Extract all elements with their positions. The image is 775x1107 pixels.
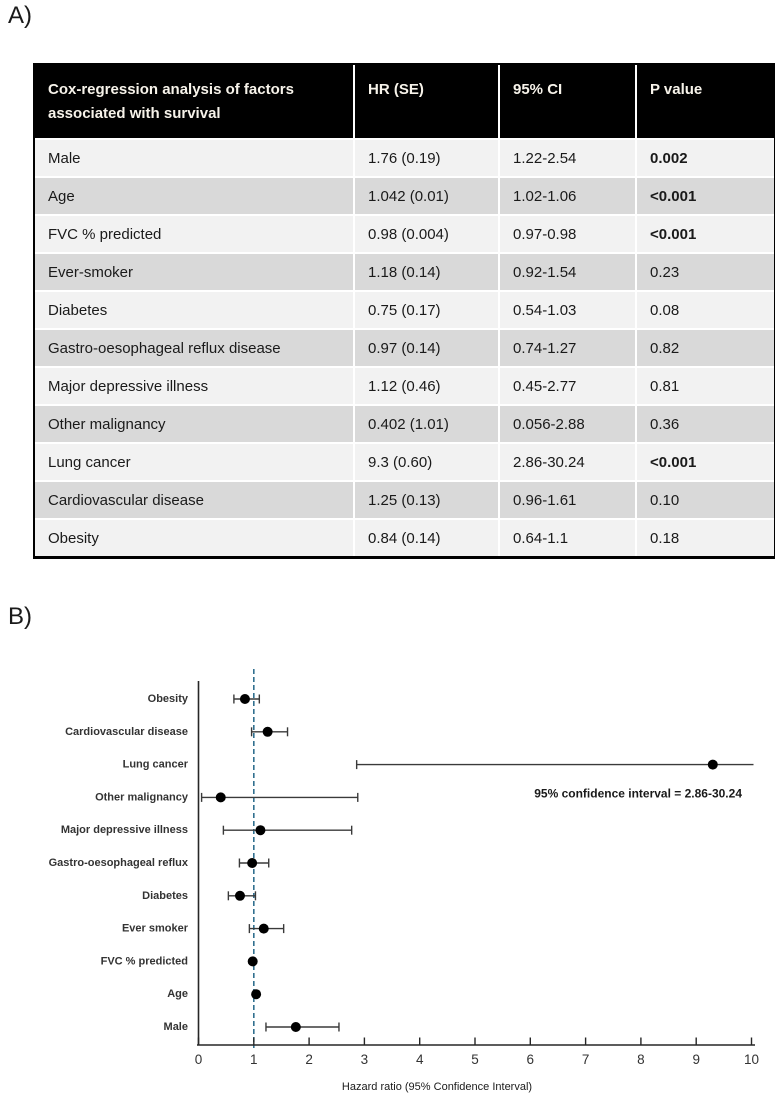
row-ci: 0.54-1.03	[500, 292, 635, 328]
row-p-value: <0.001	[637, 216, 774, 252]
row-ci: 1.22-2.54	[500, 140, 635, 176]
x-tick-label-4: 4	[415, 1052, 424, 1067]
row-ci: 0.45-2.77	[500, 368, 635, 404]
row-hr-se: 1.042 (0.01)	[355, 178, 498, 214]
table-header-hr-se: HR (SE)	[355, 65, 498, 138]
row-p-value: 0.10	[637, 482, 774, 518]
table-header-row	[35, 65, 774, 138]
forest-point-diabetes	[235, 891, 245, 901]
row-label: Obesity	[35, 520, 353, 556]
table-row-cardiovascular-disease	[35, 482, 774, 518]
forest-label-diabetes: Diabetes	[142, 889, 188, 902]
forest-label-male: Male	[163, 1021, 188, 1033]
row-ci: 0.056-2.88	[500, 406, 635, 442]
forest-label-gastro-oesophageal-reflux: Gastro-oesophageal reflux	[48, 857, 188, 869]
row-ci: 1.02-1.06	[500, 178, 635, 214]
forest-point-cardiovascular-disease	[263, 727, 273, 737]
row-p-value: 0.18	[637, 520, 774, 556]
table-row-obesity	[35, 520, 774, 556]
forest-point-other-malignancy	[216, 792, 226, 802]
forest-label-major-depressive-illness: Major depressive illness	[60, 824, 188, 837]
table-row-fvc-predicted	[35, 216, 774, 252]
row-p-value: 0.36	[637, 406, 774, 442]
forest-label-cardiovascular-disease: Cardiovascular disease	[65, 725, 188, 738]
row-ci: 2.86-30.24	[500, 444, 635, 480]
forest-label-ever-smoker: Ever smoker	[121, 922, 188, 935]
x-tick-label-3: 3	[360, 1052, 369, 1067]
row-ci: 0.96-1.61	[500, 482, 635, 518]
x-tick-label-10: 10	[743, 1052, 760, 1067]
table-row-other-malignancy	[35, 406, 774, 442]
table-row-diabetes	[35, 292, 774, 328]
table-row-ever-smoker	[35, 254, 774, 290]
x-axis-title: Hazard ratio (95% Confidence Interval)	[341, 1081, 533, 1093]
panel-b-label: B)	[8, 603, 32, 630]
row-hr-se: 0.402 (1.01)	[355, 406, 498, 442]
forest-point-ever-smoker	[259, 924, 269, 934]
row-p-value: <0.001	[637, 178, 774, 214]
forest-plot-svg	[0, 640, 775, 1102]
table-row-gastro-oesophageal-reflux-disease	[35, 330, 774, 366]
table-body	[35, 138, 774, 556]
row-p-value: 0.002	[637, 140, 774, 176]
table-row-lung-cancer	[35, 444, 774, 480]
row-hr-se: 9.3 (0.60)	[355, 444, 498, 480]
row-label: Lung cancer	[35, 444, 353, 480]
row-hr-se: 0.98 (0.004)	[355, 216, 498, 252]
ci-annotation: 95% confidence interval = 2.86-30.24	[534, 786, 742, 801]
table-header-95ci: 95% CI	[500, 65, 635, 138]
forest-label-lung-cancer: Lung cancer	[122, 758, 188, 771]
table-row-major-depressive-illness	[35, 368, 774, 404]
forest-label-other-malignancy: Other malignancy	[95, 791, 188, 804]
row-ci: 0.92-1.54	[500, 254, 635, 290]
row-label: Cardiovascular disease	[35, 482, 353, 518]
row-p-value: 0.81	[637, 368, 774, 404]
x-tick-label-1: 1	[250, 1052, 258, 1067]
forest-point-male	[291, 1022, 301, 1032]
x-tick-label-9: 9	[692, 1052, 700, 1067]
row-hr-se: 0.84 (0.14)	[355, 520, 498, 556]
row-hr-se: 0.75 (0.17)	[355, 292, 498, 328]
table-header-factors: Cox-regression analysis of factors associated with survival	[35, 65, 353, 138]
row-hr-se: 1.18 (0.14)	[355, 254, 498, 290]
row-label: Diabetes	[35, 292, 353, 328]
row-p-value: 0.23	[637, 254, 774, 290]
forest-point-obesity	[240, 694, 250, 704]
row-p-value: 0.08	[637, 292, 774, 328]
row-hr-se: 0.97 (0.14)	[355, 330, 498, 366]
forest-label-fvc-predicted: FVC % predicted	[100, 955, 188, 968]
x-tick-label-6: 6	[526, 1052, 535, 1067]
x-tick-label-7: 7	[581, 1052, 590, 1067]
row-hr-se: 1.25 (0.13)	[355, 482, 498, 518]
row-ci: 0.97-0.98	[500, 216, 635, 252]
row-p-value: <0.001	[637, 444, 774, 480]
forest-point-lung-cancer	[708, 760, 718, 770]
x-tick-label-5: 5	[471, 1052, 479, 1067]
row-label: Ever-smoker	[35, 254, 353, 290]
row-p-value: 0.82	[637, 330, 774, 366]
row-label: Other malignancy	[35, 406, 353, 442]
row-label: Major depressive illness	[35, 368, 353, 404]
row-label: Age	[35, 178, 353, 214]
row-ci: 0.64-1.1	[500, 520, 635, 556]
row-hr-se: 1.12 (0.46)	[355, 368, 498, 404]
row-ci: 0.74-1.27	[500, 330, 635, 366]
forest-plot	[0, 640, 775, 1102]
table-row-age	[35, 178, 774, 214]
forest-point-gastro-oesophageal-reflux	[247, 858, 257, 868]
row-hr-se: 1.76 (0.19)	[355, 140, 498, 176]
row-label: Male	[35, 140, 353, 176]
x-tick-label-0: 0	[194, 1052, 203, 1067]
table-row-male	[35, 140, 774, 176]
table-header-p-value: P value	[637, 65, 774, 138]
forest-point-major-depressive-illness	[255, 825, 265, 835]
x-tick-label-2: 2	[305, 1052, 313, 1067]
cox-regression-table	[33, 63, 775, 559]
x-tick-label-8: 8	[637, 1052, 645, 1067]
forest-point-age	[251, 989, 261, 999]
forest-point-fvc-predicted	[248, 956, 258, 966]
panel-a-label: A)	[8, 2, 32, 29]
forest-label-obesity: Obesity	[147, 693, 188, 705]
forest-label-age: Age	[167, 988, 188, 1001]
row-label: FVC % predicted	[35, 216, 353, 252]
row-label: Gastro-oesophageal reflux disease	[35, 330, 353, 366]
